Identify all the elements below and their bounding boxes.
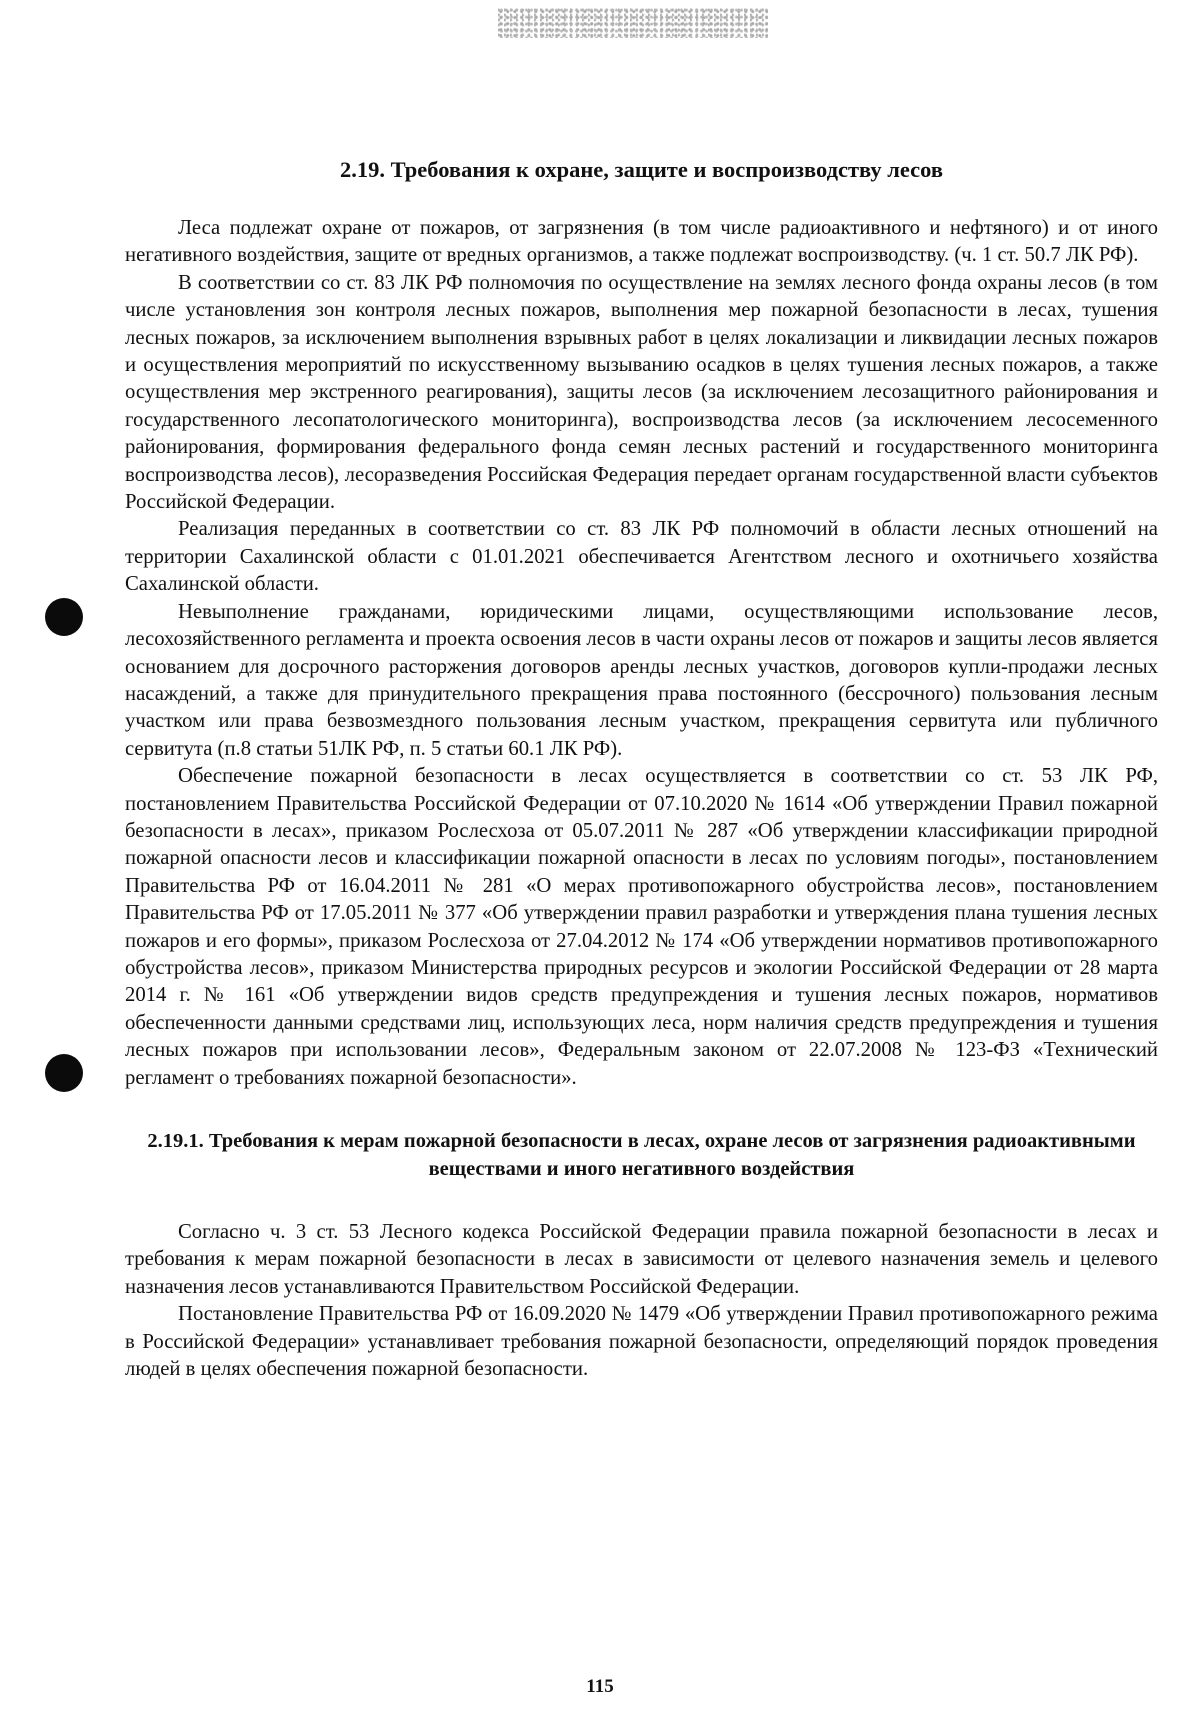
punch-hole <box>45 598 83 636</box>
paragraph: Постановление Правительства РФ от 16.09.2020 № 1479 «Об утверждении Правил противопожарного режима в Российской Федерации» устанавливает требования пожарной безопасности, определяющий порядок проведения людей в целях обеспечения пожарной безопасности. <box>125 1303 1158 1381</box>
paragraph: Согласно ч. 3 ст. 53 Лесного кодекса Российской Федерации правила пожарной безопасности в лесах и требования к мерам пожарной безопасности в лесах в зависимости от целевого назначения земель и целевого назначения лесов устанавливаются Правительством Российской Федерации. <box>125 1221 1158 1298</box>
paragraph: Невыполнение гражданами, юридическими лицами, осуществляющими использование лесов, лесохозяйственного регламента и проекта освоения лесов в части охраны лесов от пожаров и защиты лесов является основанием для досрочного расторжения договоров аренды лесных участков, договоров купли-продажи лесных насаждений, а также для принудительного прекращения права постоянного (бессрочного) пользования лесным участком или права безвозмездного пользования лесным участком, прекращения сервитута или публичного сервитута (п.8 статьи 51ЛК РФ, п. 5 статьи 60.1 ЛК РФ). <box>125 600 1158 760</box>
section-heading: 2.19. Требования к охране, защите и воспроизводству лесов <box>340 157 943 182</box>
document-page <box>125 155 1158 1383</box>
section-spacer <box>125 1092 1158 1127</box>
paragraph: Реализация переданных в соответствии со ст. 83 ЛК РФ полномочий в области лесных отношений на территории Сахалинской области с 01.01.2021 обеспечивается Агентством лесного и охотничьего хозяйства Сахалинской области. <box>125 518 1158 596</box>
punch-hole <box>45 1054 83 1092</box>
subsection-heading: 2.19.1. Требования к мерам пожарной безопасности в лесах, охране лесов от загрязнения радиоактивными веществами и иного негативного воздействия <box>147 1130 1136 1180</box>
paragraph: Обеспечение пожарной безопасности в лесах осуществляется в соответствии со ст. 53 ЛК РФ, постановлением Правительства Российской Федерации от 07.10.2020 № 1614 «Об утверждении Правил пожарной безопасности в лесах», приказом Рослесхоза от 05.07.2011 № 287 «Об утверждении классификации природной пожарной опасности лесов и классификации пожарной опасности в лесах по условиям погоды», постановлением Правительства РФ от 16.04.2011 № 281 «О мерах противопожарного обустройства лесов», постановлением Правительства РФ от 17.05.2011 № 377 «Об утверждении правил разработки и утверждения плана тушения лесных пожаров и его формы», приказом Рослесхоза от 27.04.2012 № 174 «Об утверждении нормативов противопожарного обустройства лесов», приказом Министерства природных ресурсов и экологии Российской Федерации от 28 марта 2014 г. № 161 «Об утверждении видов средств предупреждения и тушения лесных пожаров, нормативов обеспеченности данными средствами лиц, использующих леса, норм наличия средств предупреждения и тушения лесных пожаров при использовании лесов», Федеральным законом от 22.07.2008 № 123-ФЗ «Технический регламент о требованиях пожарной безопасности». <box>125 765 1158 1089</box>
faded-stamp <box>498 8 768 38</box>
page-number: 115 <box>586 1676 614 1697</box>
paragraph: В соответствии со ст. 83 ЛК РФ полномочия по осуществление на землях лесного фонда охраны лесов (в том числе установления зон контроля лесных пожаров, выполнения мер пожарной безопасности в лесах, тушения лесных пожаров, за исключением выполнения взрывных работ в целях локализации и ликвидации лесных пожаров и осуществления мероприятий по искусственному вызыванию осадков в целях тушения лесных пожаров, а также осуществления мер экстренного реагирования), защиты лесов (за исключением лесозащитного районирования и государственного лесопатологического мониторинга), воспроизводства лесов (за исключением лесосеменного районирования, формирования федерального фонда семян лесных растений и государственного мониторинга воспроизводства лесов), лесоразведения Российская Федерация передает органам государственной власти субъектов Российской Федерации. <box>125 271 1158 514</box>
paragraph: Леса подлежат охране от пожаров, от загрязнения (в том числе радиоактивного и нефтяного) и от иного негативного воздействия, защите от вредных организмов, а также подлежат воспроизводству. (ч. 1 ст. 50.7 ЛК РФ). <box>125 217 1158 267</box>
